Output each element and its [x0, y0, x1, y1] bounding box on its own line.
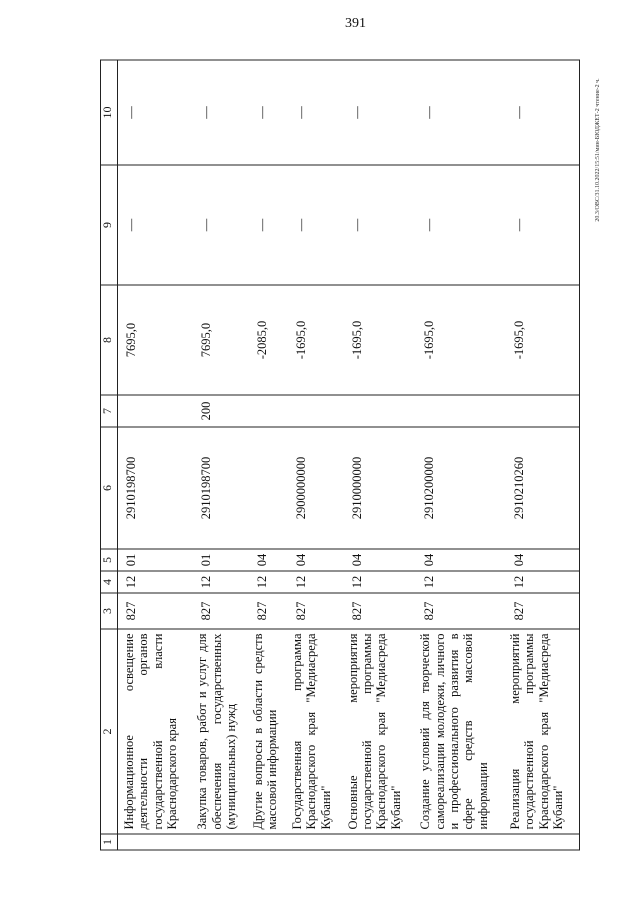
header-col-1: 1	[101, 834, 118, 850]
table-row	[506, 60, 579, 850]
cell-empty	[506, 834, 579, 850]
cell-amount: 7695,0	[118, 285, 194, 395]
cell-empty	[288, 834, 344, 850]
cell-section: 12	[344, 571, 417, 593]
cell-target-article	[249, 427, 288, 549]
table-row	[249, 60, 288, 850]
cell-col10: —	[344, 60, 417, 165]
cell-subsection: 04	[506, 549, 579, 571]
cell-col10: —	[506, 60, 579, 165]
cell-amount: -2085,0	[249, 285, 288, 395]
cell-ministry-code: 827	[344, 593, 417, 629]
cell-subsection: 04	[288, 549, 344, 571]
cell-subsection: 01	[193, 549, 249, 571]
header-col-2: 2	[101, 629, 118, 834]
cell-section: 12	[249, 571, 288, 593]
cell-subsection: 04	[416, 549, 506, 571]
cell-col10: —	[416, 60, 506, 165]
cell-expense-type	[416, 395, 506, 427]
cell-amount: -1695,0	[416, 285, 506, 395]
cell-empty	[344, 834, 417, 850]
cell-ministry-code: 827	[416, 593, 506, 629]
cell-expense-type	[344, 395, 417, 427]
row-name: Основные мероприятия государственной программы Краснодарского края "Медиасреда Кубани"	[344, 629, 417, 834]
cell-section: 12	[193, 571, 249, 593]
cell-expense-type	[506, 395, 579, 427]
cell-expense-type	[118, 395, 194, 427]
cell-amount: 7695,0	[193, 285, 249, 395]
table-row	[288, 60, 344, 850]
row-name: Закупка товаров, работ и услуг для обеспечения государственных (муниципальных) нужд	[193, 629, 249, 834]
row-name: Создание условий для творческой самореализации молодежи, личного и профессионального развития в сфере средств массовой информации	[416, 629, 506, 834]
header-col-10: 10	[101, 60, 118, 165]
cell-target-article: 2910000000	[344, 427, 417, 549]
cell-section: 12	[118, 571, 194, 593]
header-col-8: 8	[101, 285, 118, 395]
cell-col10: —	[118, 60, 194, 165]
cell-empty	[193, 834, 249, 850]
header-col-3: 3	[101, 593, 118, 629]
cell-empty	[416, 834, 506, 850]
cell-col9: —	[193, 165, 249, 285]
cell-subsection: 01	[118, 549, 194, 571]
cell-col10: —	[193, 60, 249, 165]
cell-amount: -1695,0	[344, 285, 417, 395]
cell-section: 12	[416, 571, 506, 593]
cell-col9: —	[288, 165, 344, 285]
cell-col10: —	[249, 60, 288, 165]
cell-col9: —	[344, 165, 417, 285]
cell-target-article: 2910198700	[118, 427, 194, 549]
cell-target-article: 2910210260	[506, 427, 579, 549]
page-number: 391	[345, 16, 366, 31]
cell-expense-type: 200	[193, 395, 249, 427]
cell-target-article: 2910198700	[193, 427, 249, 549]
cell-subsection: 04	[249, 549, 288, 571]
cell-ministry-code: 827	[506, 593, 579, 629]
cell-col9: —	[506, 165, 579, 285]
budget-table	[100, 60, 580, 851]
header-col-7: 7	[101, 395, 118, 427]
cell-ministry-code: 827	[193, 593, 249, 629]
cell-subsection: 04	[344, 549, 417, 571]
row-name: Государственная программа Краснодарского края "Медиасреда Кубани"	[288, 629, 344, 834]
cell-col9: —	[249, 165, 288, 285]
cell-empty	[249, 834, 288, 850]
table-row	[118, 60, 194, 850]
table-row	[416, 60, 506, 850]
cell-ministry-code: 827	[118, 593, 194, 629]
cell-expense-type	[249, 395, 288, 427]
cell-amount: -1695,0	[506, 285, 579, 395]
table-row	[344, 60, 417, 850]
row-name: Информационное освещение деятельности органов государственной власти Краснодарского края	[118, 629, 194, 834]
row-name: Другие вопросы в области средств массовой информации	[249, 629, 288, 834]
table-row	[193, 60, 249, 850]
cell-col9: —	[416, 165, 506, 285]
row-name: Реализация мероприятий государственной программы Краснодарского края "Медиасреда Кубани"	[506, 629, 579, 834]
cell-target-article: 2900000000	[288, 427, 344, 549]
side-note: 20.3/ОВС/31.10.2022/15:51/мин-БЮДЖЕТ-2 чтение-2 ч.	[595, 78, 601, 222]
cell-section: 12	[288, 571, 344, 593]
header-col-9: 9	[101, 165, 118, 285]
cell-expense-type	[288, 395, 344, 427]
cell-section: 12	[506, 571, 579, 593]
cell-empty	[118, 834, 194, 850]
cell-ministry-code: 827	[249, 593, 288, 629]
cell-amount: -1695,0	[288, 285, 344, 395]
header-col-6: 6	[101, 427, 118, 549]
cell-col10: —	[288, 60, 344, 165]
header-col-4: 4	[101, 571, 118, 593]
cell-target-article: 2910200000	[416, 427, 506, 549]
header-col-5: 5	[101, 549, 118, 571]
table-header-row	[101, 60, 118, 850]
cell-col9: —	[118, 165, 194, 285]
cell-ministry-code: 827	[288, 593, 344, 629]
